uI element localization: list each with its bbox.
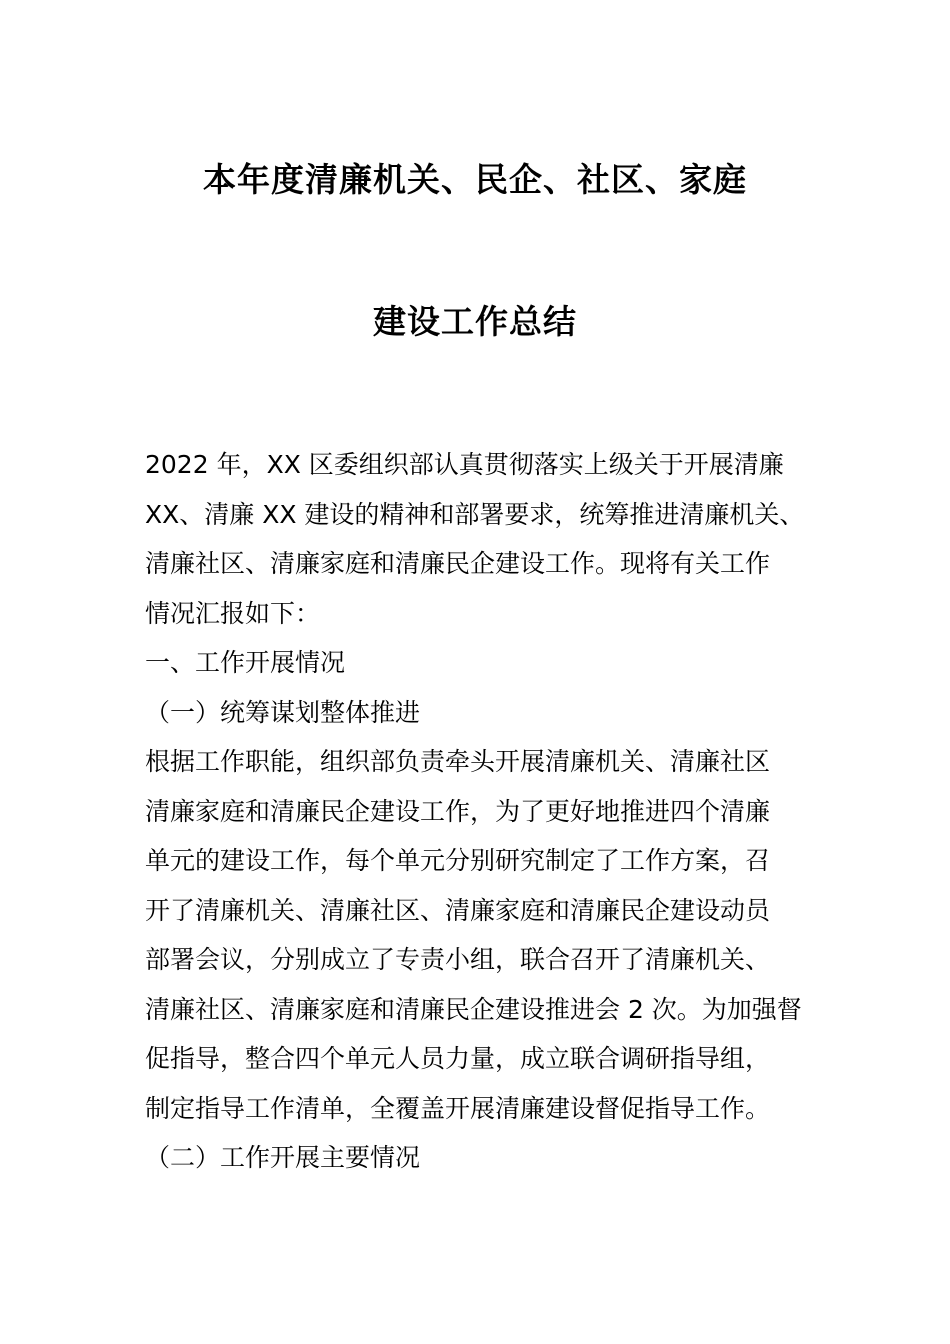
body-line: 情况汇报如下： xyxy=(145,598,321,628)
body-line: 制定指导工作清单，全覆盖开展清廉建设督促指导工作。 xyxy=(145,1093,771,1123)
body-line: 开了清廉机关、清廉社区、清廉家庭和清廉民企建设动员 xyxy=(145,895,771,925)
body-line: 清廉社区、清廉家庭和清廉民企建设推进会 2 次。为加强督 xyxy=(145,994,802,1024)
body-line: 根据工作职能，组织部负责牵头开展清廉机关、清廉社区 xyxy=(145,747,771,776)
document-body xyxy=(145,440,815,1183)
body-line: 2022 年，XX 区委组织部认真贯彻落实上级关于开展清廉 xyxy=(145,450,784,479)
subsection-heading: （一）统筹谋划整体推进 xyxy=(145,697,421,727)
body-line: 促指导，整合四个单元人员力量，成立联合调研指导组， xyxy=(145,1044,771,1073)
body-line: 清廉社区、清廉家庭和清廉民企建设工作。现将有关工作 xyxy=(145,549,771,578)
body-line: XX、清廉 XX 建设的精神和部署要求，统筹推进清廉机关、 xyxy=(145,499,805,529)
subsection-heading: （二）工作开展主要情况 xyxy=(145,1143,421,1172)
body-line: 单元的建设工作，每个单元分别研究制定了工作方案，召 xyxy=(145,846,771,875)
document-title-line-2: 建设工作总结 xyxy=(373,302,577,341)
body-line: 清廉家庭和清廉民企建设工作，为了更好地推进四个清廉 xyxy=(145,796,771,826)
document-title-line-1: 本年度清廉机关、民企、社区、家庭 xyxy=(203,160,747,199)
body-line: 部署会议，分别成立了专责小组，联合召开了清廉机关、 xyxy=(145,945,771,974)
section-heading: 一、工作开展情况 xyxy=(145,648,346,677)
